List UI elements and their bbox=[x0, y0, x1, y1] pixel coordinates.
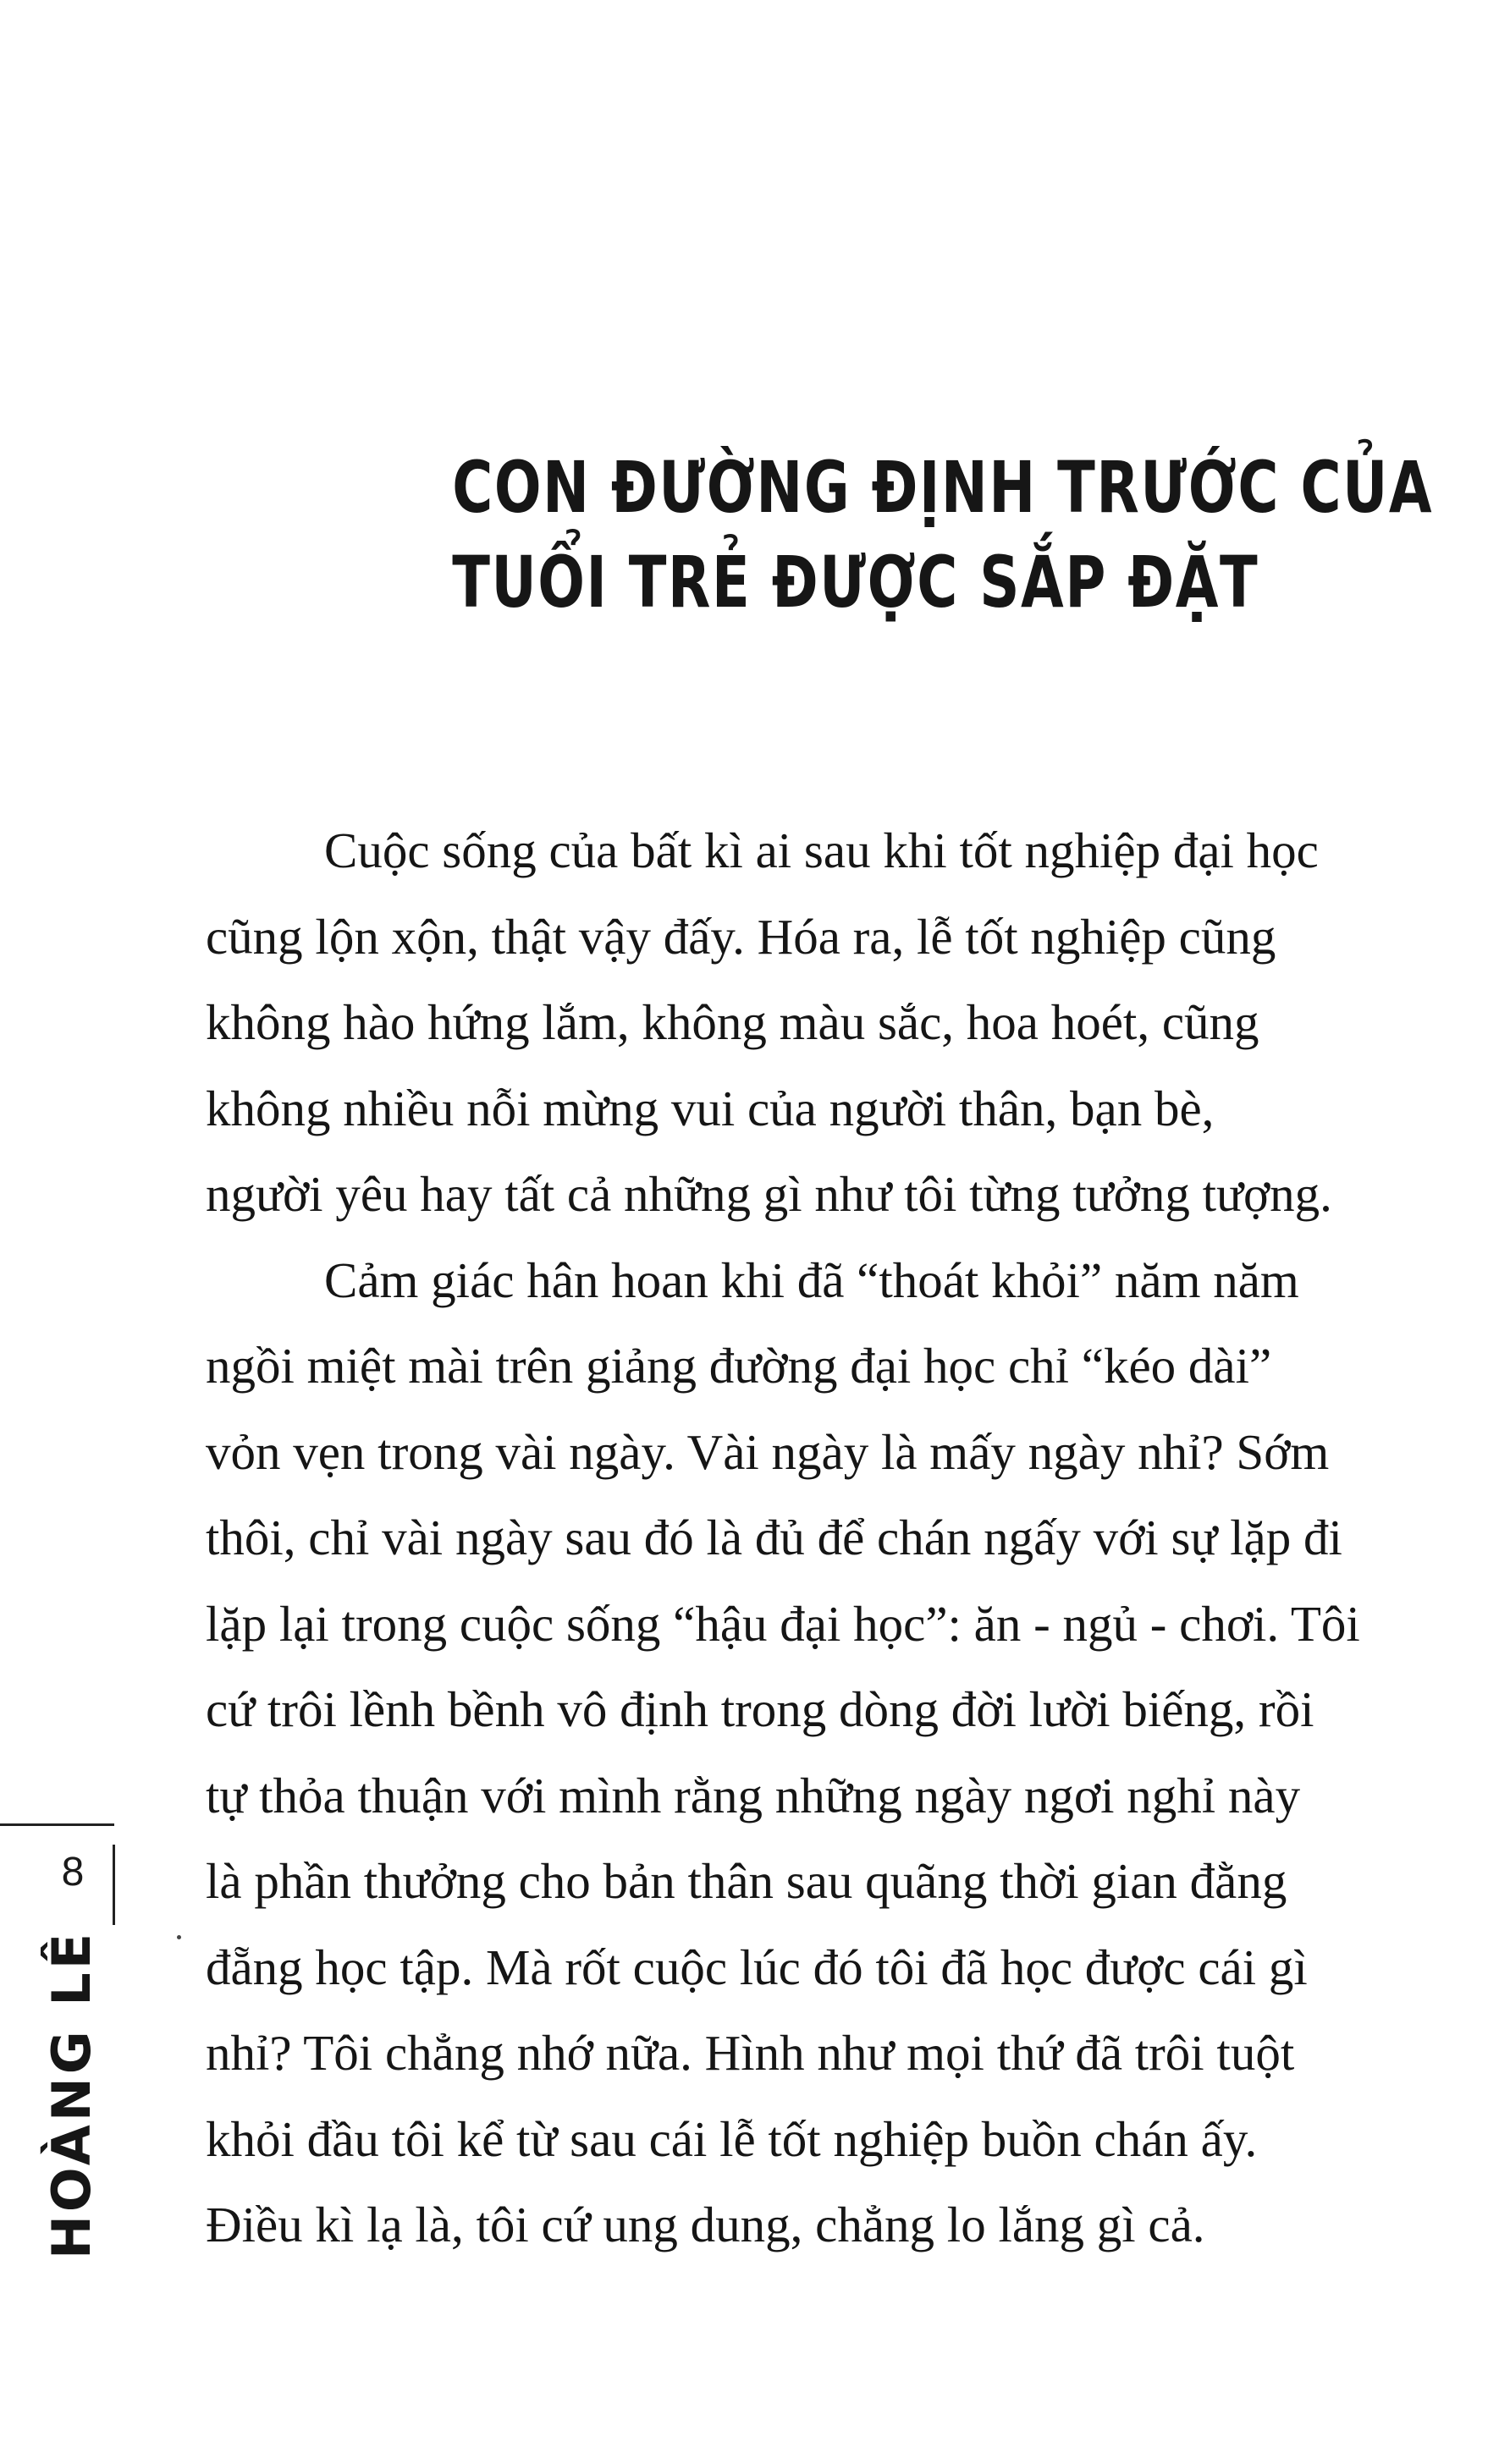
paragraph-2 bbox=[206, 1238, 1475, 2269]
chapter-title-line-2: TUỔI TRẺ ĐƯỢC SẮP ĐẶT bbox=[452, 541, 1259, 624]
text-line: đẵng học tập. Mà rốt cuộc lúc đó tôi đã học được cái gì bbox=[206, 1939, 1308, 1995]
text-line: cứ trôi lềnh bềnh vô định trong dòng đời lười biếng, rồi bbox=[206, 1681, 1314, 1737]
text-line: không nhiều nỗi mừng vui của người thân, bạn bè, bbox=[206, 1080, 1215, 1136]
text-line: nhỉ? Tôi chẳng nhớ nữa. Hình như mọi thứ đã trôi tuột bbox=[206, 2025, 1295, 2081]
body-text bbox=[206, 808, 1475, 2269]
margin-rule-vertical bbox=[113, 1845, 115, 1925]
text-line: Cảm giác hân hoan khi đã “thoát khỏi” năm năm bbox=[324, 1251, 1299, 1308]
chapter-title bbox=[452, 440, 1434, 630]
print-speck bbox=[177, 1935, 181, 1939]
text-line: không hào hứng lắm, không màu sắc, hoa hoét, cũng bbox=[206, 994, 1259, 1050]
page-number: 8 bbox=[61, 1850, 85, 1895]
text-line: ngồi miệt mài trên giảng đường đại học chỉ “kéo dài” bbox=[206, 1338, 1272, 1394]
text-line: tự thỏa thuận với mình rằng những ngày ngơi nghỉ này bbox=[206, 1767, 1301, 1823]
text-line: vỏn vẹn trong vài ngày. Vài ngày là mấy ngày nhỉ? Sớm bbox=[206, 1423, 1330, 1480]
margin-rule-horizontal bbox=[0, 1823, 114, 1826]
text-line: thôi, chỉ vài ngày sau đó là đủ để chán ngấy với sự lặp đi bbox=[206, 1510, 1342, 1565]
chapter-title-line-1: CON ĐƯỜNG ĐỊNH TRƯỚC CỦA bbox=[452, 446, 1434, 529]
text-line: Cuộc sống của bất kì ai sau khi tốt nghiệp đại học bbox=[324, 822, 1319, 878]
paragraph-1 bbox=[206, 808, 1475, 1238]
text-line: cũng lộn xộn, thật vậy đấy. Hóa ra, lễ tốt nghiệp cũng bbox=[206, 908, 1276, 965]
text-line: là phần thưởng cho bản thân sau quãng thời gian đằng bbox=[206, 1853, 1287, 1909]
text-line: khỏi đầu tôi kể từ sau cái lễ tốt nghiệp buồn chán ấy. bbox=[206, 2110, 1258, 2167]
text-line: người yêu hay tất cả những gì như tôi từng tưởng tượng. bbox=[206, 1166, 1332, 1222]
text-line: lặp lại trong cuộc sống “hậu đại học”: ăn - ngủ - chơi. Tôi bbox=[206, 1595, 1360, 1652]
text-line: Điều kì lạ là, tôi cứ ung dung, chẳng lo lắng gì cả. bbox=[206, 2197, 1205, 2252]
running-author: HOÀNG LÊ bbox=[41, 1929, 102, 2259]
